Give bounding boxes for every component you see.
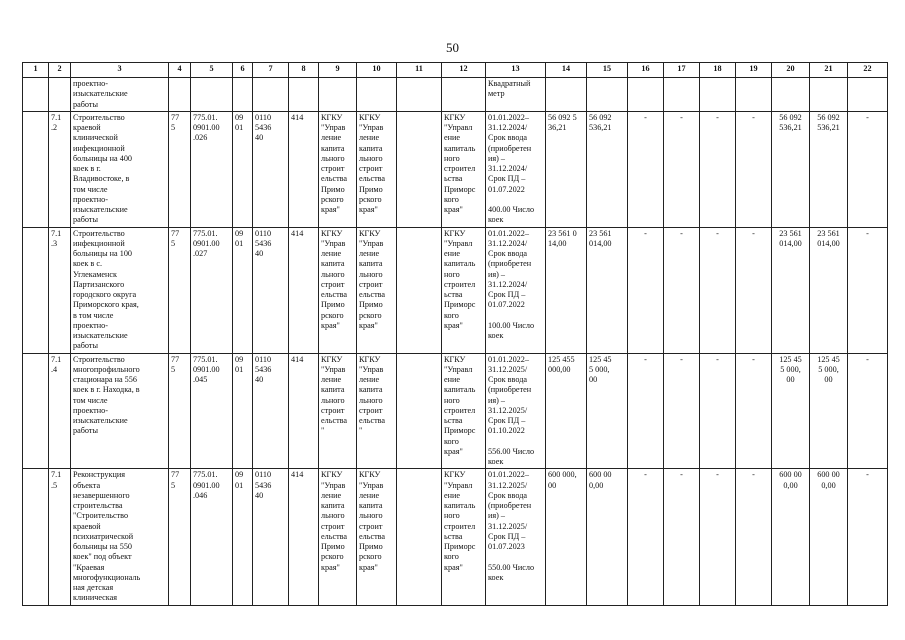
header-cell: 11 xyxy=(397,63,442,78)
table-cell xyxy=(23,227,49,353)
table-cell: КГКУ "Управ ление капита льного строит ельства Примо рского края" xyxy=(319,469,357,605)
table-cell xyxy=(49,78,71,112)
table-cell: - xyxy=(664,111,700,227)
table-cell: Квадратный метр xyxy=(486,78,546,112)
table-cell: - xyxy=(700,353,736,469)
header-cell: 9 xyxy=(319,63,357,78)
table-cell xyxy=(253,78,289,112)
header-cell: 2 xyxy=(49,63,71,78)
table-cell: - xyxy=(848,227,888,353)
table-cell: 125 45 5 000, 00 xyxy=(587,353,628,469)
table-cell: 01.01.2022– 31.12.2024/ Срок ввода (приобретен ия) – 31.12.2024/ Срок ПД – 01.07.2022 400.00 Число коек xyxy=(486,111,546,227)
table-cell: - xyxy=(736,111,772,227)
table-cell: КГКУ "Управ ление капита льного строит ельства Примо рского края" xyxy=(357,227,397,353)
table-cell xyxy=(289,78,319,112)
table-cell xyxy=(23,353,49,469)
table-cell: 600 00 0,00 xyxy=(810,469,848,605)
table-cell xyxy=(23,78,49,112)
table-cell xyxy=(191,78,233,112)
table-cell xyxy=(664,78,700,112)
table-cell: - xyxy=(628,227,664,353)
table-cell: - xyxy=(848,111,888,227)
table-cell: - xyxy=(628,469,664,605)
header-cell: 21 xyxy=(810,63,848,78)
table-cell: 09 01 xyxy=(233,227,253,353)
header-cell: 1 xyxy=(23,63,49,78)
table-cell: КГКУ "Управл ение капиталь ного строител ьства Приморс кого края" xyxy=(442,111,486,227)
table-cell: - xyxy=(628,111,664,227)
table-cell: КГКУ "Управл ение капиталь ного строител ьства Приморс кого края" xyxy=(442,227,486,353)
header-cell: 10 xyxy=(357,63,397,78)
table-cell: 23 561 014,00 xyxy=(810,227,848,353)
table-cell: 23 561 0 14,00 xyxy=(546,227,587,353)
table-cell: 125 455 000,00 xyxy=(546,353,587,469)
table-cell: 77 5 xyxy=(169,227,191,353)
table-cell: КГКУ "Управл ение капиталь ного строител ьства Приморс кого края" xyxy=(442,353,486,469)
table-cell xyxy=(442,78,486,112)
table-cell: 125 45 5 000, 00 xyxy=(810,353,848,469)
table-cell: КГКУ "Управ ление капита льного строит ельства " xyxy=(357,353,397,469)
table-cell xyxy=(397,111,442,227)
header-cell: 3 xyxy=(71,63,169,78)
table-cell: - xyxy=(736,469,772,605)
table-cell xyxy=(233,78,253,112)
table-cell: проектно- изыскательские работы xyxy=(71,78,169,112)
table-cell: 0110 5436 40 xyxy=(253,469,289,605)
table-cell: 09 01 xyxy=(233,469,253,605)
table-cell xyxy=(587,78,628,112)
table-cell: 56 092 5 36,21 xyxy=(546,111,587,227)
header-cell: 13 xyxy=(486,63,546,78)
header-row xyxy=(23,63,888,78)
header-cell: 16 xyxy=(628,63,664,78)
table-cell: - xyxy=(664,353,700,469)
table-cell: 600 000, 00 xyxy=(546,469,587,605)
table-row xyxy=(23,111,888,227)
table-cell: 125 45 5 000, 00 xyxy=(772,353,810,469)
header-cell: 8 xyxy=(289,63,319,78)
table-cell xyxy=(23,469,49,605)
table-cell: КГКУ "Управ ление капита льного строит ельства Примо рского края" xyxy=(319,111,357,227)
table-cell: 56 092 536,21 xyxy=(772,111,810,227)
table-cell: 56 092 536,21 xyxy=(810,111,848,227)
table-cell: 0110 5436 40 xyxy=(253,353,289,469)
table-cell: 414 xyxy=(289,227,319,353)
table-cell: 0110 5436 40 xyxy=(253,111,289,227)
table-cell: КГКУ "Управ ление капита льного строит ельства " xyxy=(319,353,357,469)
table-cell: 01.01.2022– 31.12.2025/ Срок ввода (приобретен ия) – 31.12.2025/ Срок ПД – 01.07.2023 550.00 Число коек xyxy=(486,469,546,605)
header-cell: 5 xyxy=(191,63,233,78)
table-cell xyxy=(810,78,848,112)
header-cell: 22 xyxy=(848,63,888,78)
table-row xyxy=(23,469,888,605)
table-cell: 09 01 xyxy=(233,353,253,469)
table-body xyxy=(23,63,888,606)
table-cell: - xyxy=(848,469,888,605)
table-cell xyxy=(397,353,442,469)
table-cell xyxy=(848,78,888,112)
table-cell: 01.01.2022– 31.12.2025/ Срок ввода (приобретен ия) – 31.12.2025/ Срок ПД – 01.10.2022 556.00 Число коек xyxy=(486,353,546,469)
table-cell xyxy=(772,78,810,112)
header-cell: 19 xyxy=(736,63,772,78)
header-cell: 4 xyxy=(169,63,191,78)
table-cell: 77 5 xyxy=(169,353,191,469)
header-cell: 20 xyxy=(772,63,810,78)
table-cell xyxy=(546,78,587,112)
table-cell: 414 xyxy=(289,353,319,469)
table-cell xyxy=(397,227,442,353)
table-cell: 56 092 536,21 xyxy=(587,111,628,227)
header-cell: 17 xyxy=(664,63,700,78)
header-cell: 12 xyxy=(442,63,486,78)
table-cell: 0110 5436 40 xyxy=(253,227,289,353)
table-cell: 600 00 0,00 xyxy=(772,469,810,605)
table-cell: 775.01. 0901.00 .045 xyxy=(191,353,233,469)
table-cell: - xyxy=(700,469,736,605)
table-cell: Реконструкция объекта незавершенного строительства "Строительство краевой психиатрической больницы на 550 коек" под объект "Краевая многофункциональ ная детская клиническая xyxy=(71,469,169,605)
table-cell: 775.01. 0901.00 .027 xyxy=(191,227,233,353)
table-cell: КГКУ "Управ ление капита льного строит ельства Примо рского края" xyxy=(357,111,397,227)
table-cell xyxy=(357,78,397,112)
table-cell: 414 xyxy=(289,111,319,227)
table-cell: 77 5 xyxy=(169,111,191,227)
header-cell: 6 xyxy=(233,63,253,78)
table-cell: 7.1 .3 xyxy=(49,227,71,353)
table-cell: 09 01 xyxy=(233,111,253,227)
table-row xyxy=(23,227,888,353)
table-cell: 7.1 .5 xyxy=(49,469,71,605)
table-cell xyxy=(397,78,442,112)
table-row xyxy=(23,78,888,112)
budget-table xyxy=(22,62,888,606)
table-cell: 600 00 0,00 xyxy=(587,469,628,605)
table-cell: 775.01. 0901.00 .046 xyxy=(191,469,233,605)
table-cell: - xyxy=(664,227,700,353)
table-cell: Строительство многопрофильного стационара на 556 коек в г. Находка, в том числе проектно- изыскательские работы xyxy=(71,353,169,469)
table-cell: - xyxy=(848,353,888,469)
table-cell xyxy=(700,78,736,112)
table-cell: - xyxy=(736,227,772,353)
table-cell: 7.1 .2 xyxy=(49,111,71,227)
table-cell: КГКУ "Управ ление капита льного строит ельства Примо рского края" xyxy=(357,469,397,605)
table-cell: 01.01.2022– 31.12.2024/ Срок ввода (приобретен ия) – 31.12.2024/ Срок ПД – 01.07.2022 100.00 Число коек xyxy=(486,227,546,353)
table-cell: - xyxy=(700,111,736,227)
table-cell: КГКУ "Управ ление капита льного строит ельства Примо рского края" xyxy=(319,227,357,353)
header-cell: 15 xyxy=(587,63,628,78)
table-cell: КГКУ "Управл ение капиталь ного строител ьства Приморс кого края" xyxy=(442,469,486,605)
header-cell: 7 xyxy=(253,63,289,78)
table-cell: 23 561 014,00 xyxy=(587,227,628,353)
table-cell xyxy=(736,78,772,112)
table-cell: 414 xyxy=(289,469,319,605)
table-cell: 775.01. 0901.00 .026 xyxy=(191,111,233,227)
table-cell xyxy=(319,78,357,112)
page-number: 50 xyxy=(446,40,459,55)
table-cell: - xyxy=(700,227,736,353)
header-cell: 18 xyxy=(700,63,736,78)
table-cell xyxy=(23,111,49,227)
header-cell: 14 xyxy=(546,63,587,78)
table-cell: - xyxy=(736,353,772,469)
table-cell: 7.1 .4 xyxy=(49,353,71,469)
table-cell: Строительство краевой клинической инфекционной больницы на 400 коек в г. Владивостоке, в том числе проектно- изыскательские работы xyxy=(71,111,169,227)
table-cell: - xyxy=(628,353,664,469)
table-cell xyxy=(397,469,442,605)
table-cell: - xyxy=(664,469,700,605)
table-cell xyxy=(169,78,191,112)
table-cell: 23 561 014,00 xyxy=(772,227,810,353)
table-cell: Строительство инфекционной больницы на 100 коек в с. Углекаменск Партизанского городского округа Приморского края, в том числе проектно- изыскательские работы xyxy=(71,227,169,353)
table-cell xyxy=(628,78,664,112)
table-cell: 77 5 xyxy=(169,469,191,605)
table-row xyxy=(23,353,888,469)
